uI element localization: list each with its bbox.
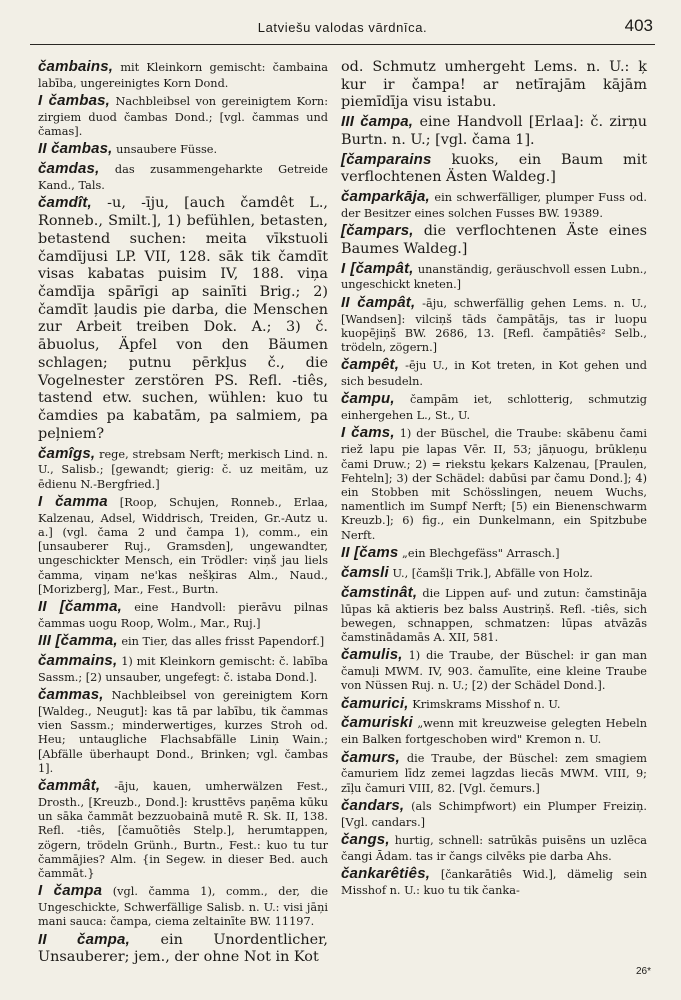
headword: čamparkāja, (341, 188, 430, 206)
dictionary-entry (341, 390, 647, 423)
definition-text: [Roop, Schujen, Ronneb., Erlaa, Kalzenau, Adsel, Widdrisch, Treiden, Gr.-Autz u. a.] (vgl. čama 2 und čampa 1), comm., ein [unsauberer Ruj., Gramsden], ungewandter, ungeschickter Mensch, ein Trödler: viņš jau liels čamma, viņam ne'kas nešķiras Alm., Naud., [Morizberg], Mar., Fest., Burtn. (38, 495, 329, 596)
headword: čamsli (341, 563, 389, 581)
headword: II čambas, (38, 140, 113, 158)
headword: I čamma (38, 492, 108, 510)
headword: čamdît, (38, 194, 92, 212)
definition-text: -u, -īju, [auch čamdêt L., Ronneb., Smilt.], 1) befühlen, betasten, betastend suchen: meita vīkstuoli čamdījusi LP. VII, 128. sāk tik čamdīt visas kabatas puisim IV, 188. viņa čamdīja spārīgi ap sainīti Brig.; 2) čamdīt ļaudis pie darba, die Menschen zur Arbeit treiben Dok. A.; 3) č. ābuolus, Äpfel von den Bäumen schlagen; putnu pērkļus č., die Vogelnester zerstören PS. Refl. -tiês, tastend etw. suchen, wühlen: kuo tu čamdies pa kabatām, pa salmiem, pa peļniem? (38, 195, 328, 442)
definition-text: -āju, kauen, umherwälzen Fest., Drosth., [Kreuzb., Dond.]: krusttēvs paņēma kūku un sāka čammāt bezzuobainā mutē R. Sk. II, 138. Refl. -tiês, [čamuõtiês Stelp.], herumtappen, zögern, trödeln Grünh., Burtn., Fest.: kuo tu tur čammājies? Alm. {in Segew. in dieser Bed. auch čammāt.} (38, 780, 328, 881)
headword: I čams, (341, 424, 395, 442)
definition-text: unsaubere Füsse. (112, 143, 218, 157)
headword: čamîgs, (38, 444, 96, 462)
dictionary-entry (341, 151, 647, 187)
dictionary-entry (341, 544, 647, 563)
dictionary-entry (341, 584, 647, 646)
dictionary-entry (38, 140, 328, 159)
definition-text: ein Unordentlicher, Unsauberer; jem., der ohne Not in Kot (38, 931, 328, 966)
dictionary-entry (38, 445, 328, 492)
headword: III [čamma, (38, 632, 118, 650)
definition-text: kuoks, ein Baum mit verflochtenen Ästen Waldeg.] (341, 151, 647, 186)
definition-text: 1) die Traube, der Büschel: ir gan man čamuļi MWM. IV, 903. čamulīte, eine kleine Traube von Nüssen Ruj. n. U.; [2) der Schädel Dond.]. (341, 649, 647, 693)
dictionary-entry (38, 493, 328, 597)
definition-text: Nachbleibsel von gereinigtem Korn: zirgiem duod čambas Dond.; [vgl. čammas und čamas]. (38, 95, 328, 139)
definition-text: „ein Blechgefäss" Arrasch.] (398, 546, 560, 560)
headword: čamurs, (341, 748, 400, 766)
dictionary-entry (341, 646, 647, 693)
definition-text: (vgl. čamma 1), comm., der, die Ungeschickte, Schwerfällige Salisb. n. U.: visi jāņi mani sauca: čampa, ciema zeltainīte BW. 11197. (38, 885, 329, 929)
dictionary-entry (38, 882, 328, 929)
definition-text: das zusammengeharkte Getreide Kand., Tals. (38, 163, 328, 193)
headword: čamuriski (341, 714, 413, 732)
headword: čandars, (341, 796, 405, 814)
dictionary-entry (341, 714, 647, 747)
right-column (341, 58, 647, 899)
left-column (38, 58, 328, 968)
headword: čampêt, (341, 356, 400, 374)
dictionary-entry (38, 194, 328, 443)
dictionary-entry (38, 92, 328, 139)
dictionary-entry (341, 797, 647, 830)
dictionary-entry (341, 749, 647, 796)
headword: [čamparains (341, 150, 432, 168)
dictionary-entry (341, 424, 647, 542)
definition-text: mit Kleinkorn gemischt: čambaina labība, ungereinigtes Korn Dond. (38, 61, 328, 90)
definition-text: [čankarātiês Wid.], dämelig sein Misshof n. U.: kuo tu tik čanka- (341, 868, 647, 897)
headword: II čampa, (38, 930, 130, 948)
definition-text: eine Handvoll: pierāvu pilnas čammas uogu Roop, Wolm., Mar., Ruj.] (38, 601, 328, 630)
dictionary-entry (38, 58, 328, 91)
page-number: 403 (624, 16, 653, 35)
definition-text: rege, strebsam Nerft; merkisch Lind. n. U., Salisb.; [gewandt; gierig: č. uz meitām, uz ēdienu N.-Bergfried.] (38, 447, 328, 491)
definition-text: eine Handvoll [Erlaa]: č. zirņu Burtn. n. U.; [vgl. čama 1]. (341, 114, 647, 148)
definition-text: die Lippen auf- und zutun: čamstināja lūpas kā aktieris bez balss Austriņš. Refl. -tiês, sich bewegen, schnappen, schmatzen: lūpas atvāzās čamstinādamās A. XII, 581. (341, 586, 647, 644)
headword: II čampât, (341, 293, 416, 311)
definition-text: 1) der Büschel, die Traube: skābenu čami riež lapu pie lapas Vēr. II, 53; jāņuogu, brūkleņu čami Druw.; 2) = riekstu ķekars Kalzenau, [Praulen, Fehteln]; 3) der Schädel: dabūsi par čamu Dond.]; 4) ein Stobben mit Schösslingen, neuem Wuchs, namentlich im Sumpf Nerft; [5) ein Bienenschwarm Kreuzb.]; 6) fig., ein Dunkelmann, ein Spitzbube Nerft. (341, 427, 647, 542)
definition-text: ein Tier, das alles frisst Papendorf.] (117, 635, 325, 649)
definition-text: hurtig, schnell: satrūkās puisēns un uzlēca čangi Ādam. tas ir čangs cilvēks pie darba Ahs. (341, 833, 647, 863)
definition-text: „wenn mit kreuzweise gelegten Hebeln ein Balken fortgeschoben wird" Kremon n. U. (341, 717, 647, 747)
headword: čambains, (38, 58, 114, 75)
headword: čangs, (341, 830, 390, 848)
dictionary-entry (341, 356, 647, 389)
definition-text: -ēju U., in Kot treten, in Kot gehen und sich besudeln. (341, 359, 647, 389)
dictionary-entry (341, 188, 647, 221)
dictionary-entry (341, 695, 647, 714)
headword: čankarêtiês, (341, 865, 431, 883)
definition-text: od. Schmutz umhergeht Lems. n. U.: ķ kur ir čampa! ar netīrajām kājām piemīdīja visu istabu. (341, 59, 647, 111)
headword: [čampars, (341, 222, 414, 240)
headword: čammains, (38, 652, 118, 670)
definition-text: 1) mit Kleinkorn gemischt: č. labība Sassm.; [2) unsauber, ungefegt: č. istaba Dond.]. (38, 655, 328, 684)
headword: čamurici, (341, 694, 409, 712)
definition-text: Krimskrams Misshof n. U. (408, 697, 561, 711)
headword: čamulis, (341, 646, 403, 664)
headword: čamstinât, (341, 583, 418, 601)
dictionary-entry (341, 564, 647, 583)
headword: čammât, (38, 777, 101, 795)
definition-text: die verflochtenen Äste eines Baumes Waldeg.] (341, 223, 647, 257)
headword: II [čamma, (38, 598, 122, 616)
dictionary-entry (38, 652, 328, 685)
signature-mark: 26* (635, 966, 651, 977)
definition-text: -āju, schwerfällig gehen Lems. n. U., [Wandsen]: vilciņš tāds čampātājs, tas ir luopu kuopējiņš BW. 2686, 13. [Refl. čampātiês² Selb., trödeln, zögern.] (341, 296, 647, 355)
page-header (30, 18, 655, 45)
headword: čamdas, (38, 160, 100, 178)
dictionary-entry (341, 865, 647, 898)
dictionary-entry (341, 113, 647, 149)
running-title: Latviešu valodas vārdnīca. (257, 20, 428, 35)
headword: čampu, (341, 390, 395, 408)
definition-text: U., [čamšļi Trik.], Abfälle von Holz. (388, 566, 593, 580)
dictionary-entry (341, 260, 647, 293)
dictionary-entry (341, 294, 647, 356)
definition-text: čampām iet, schlotterig, schmutzig einhergehen L., St., U. (341, 393, 647, 423)
headword: I [čampât, (341, 259, 414, 277)
dictionary-entry (341, 222, 647, 258)
dictionary-entry (38, 598, 328, 631)
headword: III čampa, (341, 113, 414, 131)
definition-text: (als Schimpfwort) ein Plumper Freiziņ. [Vgl. candars.] (341, 799, 647, 829)
headword: I čambas, (38, 92, 111, 110)
dictionary-entry (38, 632, 328, 651)
headword: I čampa (38, 882, 103, 900)
headword: čammas, (38, 686, 104, 704)
dictionary-entry (341, 58, 647, 112)
definition-text: unanständig, geräuschvoll essen Lubn., ungeschickt kneten.] (341, 262, 647, 292)
dictionary-entry (341, 831, 647, 864)
definition-text: die Traube, der Büschel: zem smagiem čamuriem līdz zemei lagzdas liecās MWM. VIII, 9; zīļu čamuri VIII, 82. [Vgl. čemurs.] (341, 751, 647, 795)
headword: II [čams (341, 543, 399, 561)
dictionary-entry (38, 931, 328, 967)
dictionary-entry (38, 160, 328, 193)
definition-text: Nachbleibsel von gereinigtem Korn [Waldeg., Neugut]: kas tā par labību, tik čammas vien Sassm.; minderwertiges, kurzes Stroh od. Heu; untaugliche Flachsabfälle Liniņ Wain.; [Abfälle überhaupt Dond., Brinken; vgl. čambas 1]. (38, 689, 328, 775)
dictionary-entry (38, 777, 328, 881)
dictionary-entry (38, 686, 328, 776)
definition-text: ein schwerfälliger, plumper Fuss od. der Besitzer eines solchen Fusses BW. 19389. (341, 191, 647, 220)
